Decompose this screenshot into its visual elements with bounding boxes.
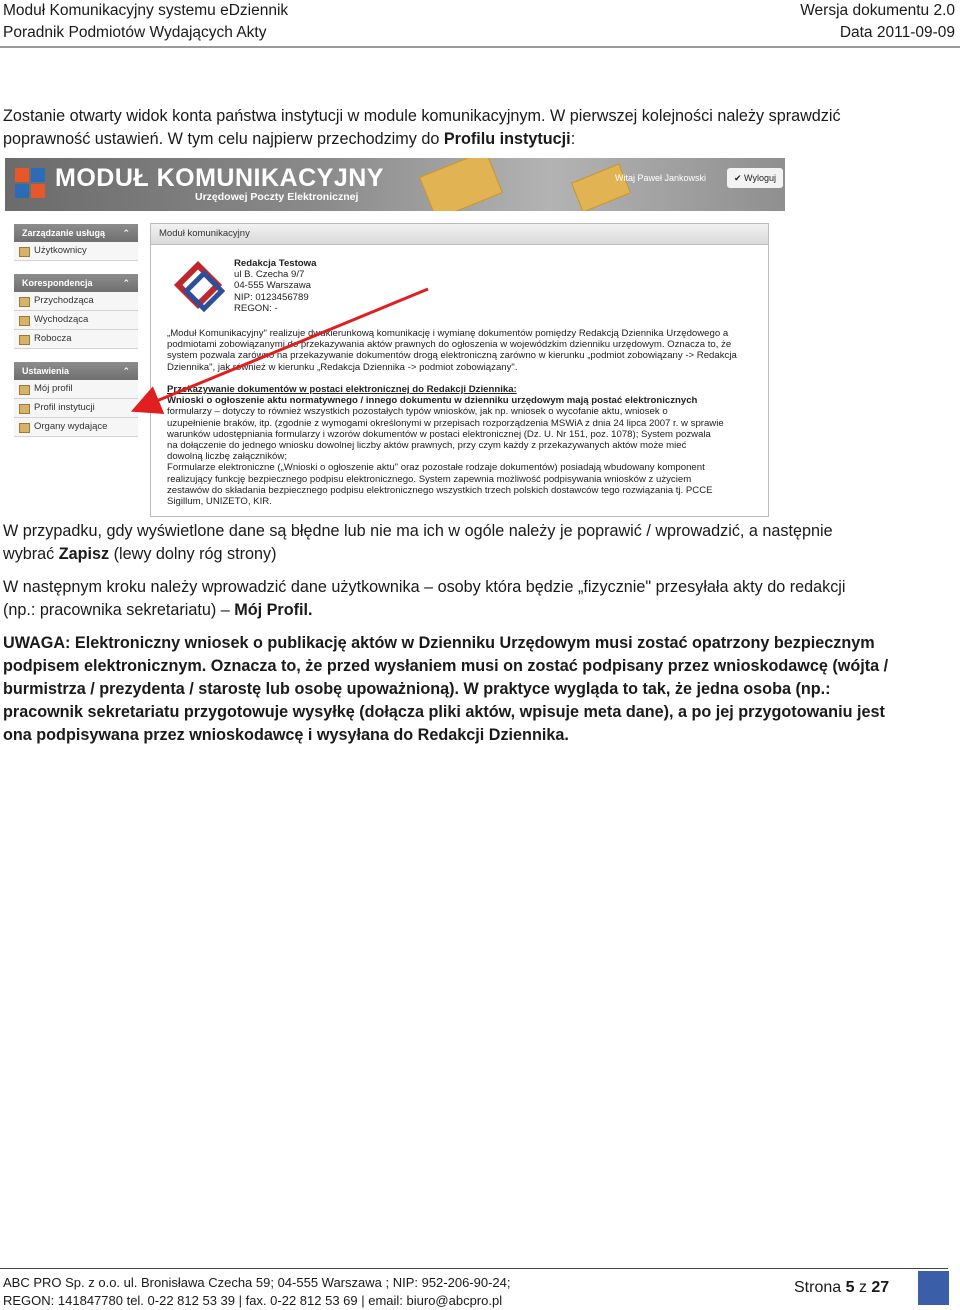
institution-street: ul B. Czecha 9/7	[234, 269, 305, 281]
footer-contact: REGON: 141847780 tel. 0-22 812 53 39 | fax. 0-22 812 53 69 | email: biuro@abcpro.pl	[3, 1293, 503, 1308]
section-line: uzupełnienie braków, itp. (zgodnie z wymogami określonymi w przepisach rozporządzenia MSWiA z dnia 24 lipca 2007 r. w sprawie	[167, 417, 724, 429]
footer-company	[3, 1274, 510, 1310]
warning-line: UWAGA: Elektroniczny wniosek o publikację aktów w Dzienniku Urzędowym musi zostać opatrzony bezpiecznym	[3, 634, 875, 652]
sidebar-item-label: Mój profil	[34, 383, 73, 394]
sidebar-group-header[interactable]: Zarządzanie usługą ⌃	[14, 224, 138, 242]
paragraph-user-data	[3, 576, 955, 622]
collapse-icon: ⌃	[122, 228, 130, 238]
institution-city: 04-555 Warszawa	[234, 280, 311, 292]
para1-text: wybrać	[3, 545, 59, 563]
section-line: realizujący funkcję bezpiecznego podpisu elektronicznego. System zapewnia możliwość podpisywania wniosków z użyciem	[167, 473, 692, 485]
page-current: 5	[845, 1279, 855, 1296]
sidebar-item-label: Użytkownicy	[34, 245, 87, 256]
collapse-icon: ⌃	[122, 366, 130, 376]
page-of: z	[858, 1279, 867, 1296]
warning-line: burmistrza / prezydenta / starostę lub osobę upoważnioną). W praktyce wygląda to tak, że jedna osoba (np.:	[3, 680, 831, 698]
desc-line: Dziennika", jak również w kierunku „Redakcja Dziennika -> podmiot zobowiązany".	[167, 361, 518, 373]
footer-address: ABC PRO Sp. z o.o. ul. Bronisława Czecha 59; 04-555 Warszawa ; NIP: 952-206-90-24;	[3, 1275, 511, 1290]
section-line: dowolną liczbę załączników;	[167, 451, 287, 463]
sidebar-group-header[interactable]: Korespondencja ⌃	[14, 274, 138, 292]
doc-date: Data 2011-09-09	[839, 24, 955, 41]
sidebar-item-label: Profil instytucji	[34, 402, 95, 413]
footer-accent-block	[918, 1271, 949, 1305]
section-line: warunków udostępniania formularzy i wzorów dokumentów w postaci elektronicznej (Dz. U. Nr 151, poz. 1078); System pozwala	[167, 428, 711, 440]
page-number	[794, 1279, 889, 1297]
doc-version: Wersja dokumentu 2.0	[800, 2, 955, 19]
section-line: Wnioski o ogłoszenie aktu normatywnego / innego dokumentu w dzienniku urzędowym mają postać elektronicznych	[167, 395, 698, 407]
para1-line-1: W przypadku, gdy wyświetlone dane są błędne lub nie ma ich w ogóle należy je poprawić / wprowadzić, a następnie	[3, 522, 833, 540]
page-label: Strona	[794, 1279, 842, 1296]
banner-subtitle: Urzędowej Poczty Elektronicznej	[195, 191, 359, 203]
doc-subtitle: Poradnik Podmiotów Wydających Akty	[3, 24, 267, 41]
para1-bold: Zapisz	[58, 545, 110, 563]
warning-paragraph	[3, 632, 955, 747]
warning-line: podpisem elektronicznym. Oznacza to, że przed wysłaniem musi on zostać podpisany przez wnioskodawcę (wójta /	[3, 657, 889, 675]
warning-line: pracownik sekretariatu przygotowuje wysyłkę (dołącza pliki aktów, wpisuje meta dane), a po jej przygotowaniu jest	[3, 703, 885, 721]
section-title: Przekazywanie dokumentów w postaci elektronicznej do Redakcji Dziennika:	[167, 384, 517, 395]
sidebar-item-label: Wychodząca	[34, 314, 89, 325]
desc-line: „Moduł Komunikacyjny" realizuje dwukierunkową komunikację i wymianę dokumentów pomiędzy Redakcją Dziennika Urzędowego a	[167, 328, 729, 339]
para1-end: (lewy dolny róg strony)	[109, 545, 277, 563]
para1-line-2	[3, 543, 955, 566]
intro-colon: :	[570, 130, 576, 148]
footer-divider	[0, 1268, 948, 1269]
institution-regon: REGON: -	[234, 302, 278, 314]
collapse-icon: ⌃	[122, 278, 130, 288]
intro-text: poprawność ustawień. W tym celu najpierw przechodzimy do	[3, 130, 444, 148]
para2-line-1: W następnym kroku należy wprowadzić dane użytkownika – osoby która będzie „fizycznie" przesyłała akty do redakcji	[3, 578, 846, 596]
section-line: formularzy – dotyczy to również wszystkich pozostałych typów wniosków, jak np. wniosek o wycofanie aktu, wniosek o	[167, 406, 668, 418]
institution-nip: NIP: 0123456789	[234, 291, 309, 303]
warning-line: ona podpisywana przez wnioskodawcę i wysyłana do Redakcji Dziennika.	[3, 726, 569, 744]
para2-text: (np.: pracownika sekretariatu) –	[3, 601, 235, 619]
logout-label: Wyloguj	[744, 173, 776, 183]
section-line: Formularze elektroniczne („Wnioski o ogłoszenie aktu" oraz pozostałe rodzaje dokumentów) posiadają wbudowany komponent	[167, 462, 705, 474]
doc-title: Moduł Komunikacyjny systemu eDziennik	[3, 2, 289, 19]
desc-line: system pozwala zarówno na przekazywanie dokumentów drogą elektroniczną zarówno w kierunku „podmiot zobowiązany -> Redakcja	[167, 350, 737, 362]
section-line: Sigillum, UNIZETO, KIR.	[167, 496, 272, 508]
desc-line: podmiotami zobowiązanymi do przekazywania aktów prawnych do ogłoszenia w wojewódzkim dzienniku urzędowym. Oznacza to, że	[167, 339, 732, 351]
sidebar-item-label: Organy wydające	[34, 421, 108, 432]
banner-title: MODUŁ KOMUNIKACYJNY	[55, 164, 384, 192]
para2-line-2	[3, 599, 955, 622]
section-line: zestawów do składania bezpiecznego podpisu elektronicznego wszystkich trzech polskich dostawców tego rozwiązania tj. PCCE	[167, 484, 713, 496]
welcome-text: Witaj Paweł Jankowski	[615, 173, 707, 183]
logout-icon: ✔	[734, 173, 745, 183]
sidebar-item-label: Przychodząca	[34, 295, 94, 306]
institution-name: Redakcja Testowa	[234, 258, 317, 269]
section-line: na dołączenie do jednego wniosku dowolnej liczby aktów prawnych, przy czym każdy z przekazywanych aktów może mieć	[167, 440, 687, 452]
page-total: 27	[871, 1279, 890, 1296]
intro-line-1: Zostanie otwarty widok konta państwa instytucji w module komunikacyjnym. W pierwszej kolejności należy sprawdzić	[3, 107, 841, 125]
sidebar-item-label: Robocza	[34, 333, 72, 344]
paragraph-correct-data	[3, 520, 955, 566]
intro-bold: Profilu instytucji	[443, 130, 571, 148]
panel-title: Moduł komunikacyjny	[151, 224, 768, 245]
para2-bold: Mój Profil.	[234, 601, 313, 619]
sidebar-group-header[interactable]: Ustawienia ⌃	[14, 362, 138, 380]
annotation-arrow	[0, 0, 960, 600]
